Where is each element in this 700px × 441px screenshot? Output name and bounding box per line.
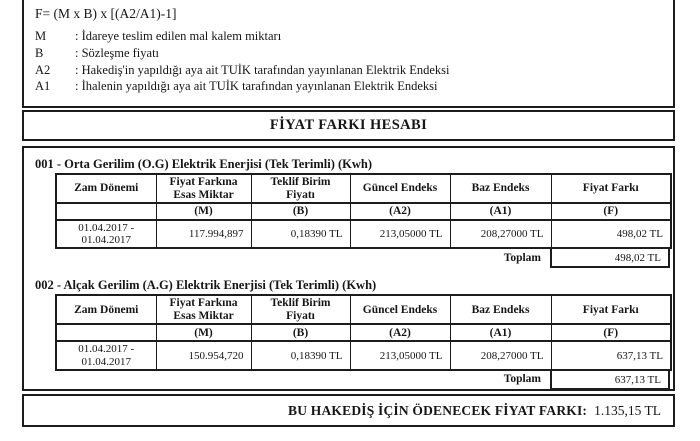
symbol-cell-empty bbox=[56, 203, 156, 220]
unit-price-cell: 0,18390 TL bbox=[251, 341, 350, 369]
column-header-amount: Fiyat Farkına Esas Miktar bbox=[156, 174, 251, 203]
table-data-row bbox=[56, 220, 671, 248]
period-cell bbox=[56, 341, 156, 369]
symbol-cell-b: (B) bbox=[251, 324, 350, 341]
period-line1: 01.04.2017 - bbox=[78, 343, 135, 356]
period-line1: 01.04.2017 - bbox=[78, 222, 135, 234]
column-header-current-index: Güncel Endeks bbox=[350, 174, 450, 203]
symbol-cell-a2: (A2) bbox=[350, 203, 450, 220]
period-cell bbox=[56, 220, 156, 248]
formula-definitions bbox=[35, 28, 663, 95]
total-value: 637,13 TL bbox=[550, 369, 670, 390]
definition-row-m bbox=[35, 28, 663, 45]
column-header-current-index: Güncel Endeks bbox=[350, 295, 450, 324]
formula-expression: F= (M x B) x [(A2/A1)-1] bbox=[35, 6, 177, 21]
table-symbol-row bbox=[56, 203, 671, 220]
definition-row-b bbox=[35, 45, 663, 62]
current-index-cell: 213,05000 TL bbox=[350, 220, 450, 248]
column-header-base-index: Baz Endeks bbox=[450, 295, 551, 324]
symbol-cell-m: (M) bbox=[156, 324, 251, 341]
base-index-cell: 208,27000 TL bbox=[450, 341, 551, 369]
column-header-price-difference: Fiyat Farkı bbox=[551, 174, 671, 203]
definition-description: : İhalenin yapıldığı aya ait TUİK tarafından yayınlanan Elektrik Endeksi bbox=[75, 79, 438, 94]
column-header-amount: Fiyat Farkına Esas Miktar bbox=[156, 295, 251, 324]
definition-code: A2 bbox=[35, 62, 51, 77]
column-header-unit-price: Teklif Birim Fiyatı bbox=[251, 295, 350, 324]
period-line2: 01.04.2017 bbox=[81, 355, 131, 368]
definition-code: M bbox=[35, 29, 47, 43]
price-difference-cell: 637,13 TL bbox=[551, 341, 671, 369]
definition-row-a1 bbox=[35, 78, 663, 95]
symbol-cell-empty bbox=[56, 324, 156, 341]
price-difference-cell: 498,02 TL bbox=[551, 220, 671, 248]
symbol-cell-f: (F) bbox=[551, 324, 671, 341]
symbol-cell-f: (F) bbox=[551, 203, 671, 220]
symbol-cell-b: (B) bbox=[251, 203, 350, 220]
total-row bbox=[55, 247, 670, 268]
formula-box bbox=[22, 0, 675, 108]
column-header-price-difference: Fiyat Farkı bbox=[551, 295, 671, 324]
definition-description: : Sözleşme fiyatı bbox=[75, 45, 160, 60]
column-header-base-index: Baz Endeks bbox=[450, 174, 551, 203]
definition-code: A1 bbox=[35, 79, 51, 94]
symbol-cell-a2: (A2) bbox=[350, 324, 450, 341]
amount-cell: 117.994,897 bbox=[156, 220, 251, 248]
symbol-cell-a1: (A1) bbox=[450, 324, 551, 341]
total-row bbox=[55, 369, 670, 390]
definition-row-a2 bbox=[35, 62, 663, 79]
page-title: FİYAT FARKI HESABI bbox=[269, 117, 428, 133]
grand-total-label: BU HAKEDİŞ İÇİN ÖDENECEK FİYAT FARKI: bbox=[288, 402, 588, 418]
definition-code: B bbox=[35, 45, 44, 60]
calculation-box bbox=[22, 146, 675, 391]
definition-description: : Hakediş'in yapıldığı aya ait TUİK tarafından yayınlanan Elektrik Endeksi bbox=[75, 62, 450, 77]
column-header-unit-price: Teklif Birim Fiyatı bbox=[251, 174, 350, 203]
item-heading: 002 - Alçak Gerilim (A.G) Elektrik Enerjisi (Tek Terimli) (Kwh) bbox=[35, 278, 377, 293]
table-header-row bbox=[56, 174, 671, 203]
item-section-002 bbox=[24, 278, 673, 389]
period-line2: 01.04.2017 bbox=[81, 234, 131, 247]
total-label: Toplam bbox=[503, 373, 541, 386]
total-label: Toplam bbox=[503, 251, 541, 264]
table-data-row bbox=[56, 341, 671, 369]
grand-total-value: 1.135,15 TL bbox=[594, 402, 661, 418]
column-header-period: Zam Dönemi bbox=[56, 295, 156, 324]
current-index-cell: 213,05000 TL bbox=[350, 341, 450, 369]
symbol-cell-m: (M) bbox=[156, 203, 251, 220]
price-difference-table-001 bbox=[55, 173, 672, 249]
symbol-cell-a1: (A1) bbox=[450, 203, 551, 220]
item-heading: 001 - Orta Gerilim (O.G) Elektrik Enerjisi (Tek Terimli) (Kwh) bbox=[35, 157, 373, 171]
definition-description: : İdareye teslim edilen mal kalem miktarı bbox=[75, 29, 282, 43]
title-box bbox=[22, 110, 675, 141]
table-symbol-row bbox=[56, 324, 671, 341]
total-value: 498,02 TL bbox=[550, 247, 670, 268]
table-header-row bbox=[56, 295, 671, 324]
item-section-001 bbox=[24, 157, 673, 268]
base-index-cell: 208,27000 TL bbox=[450, 220, 551, 248]
column-header-period: Zam Dönemi bbox=[56, 174, 156, 203]
grand-total-box bbox=[22, 394, 675, 427]
unit-price-cell: 0,18390 TL bbox=[251, 220, 350, 248]
price-difference-table-002 bbox=[55, 294, 672, 370]
amount-cell: 150.954,720 bbox=[156, 341, 251, 369]
